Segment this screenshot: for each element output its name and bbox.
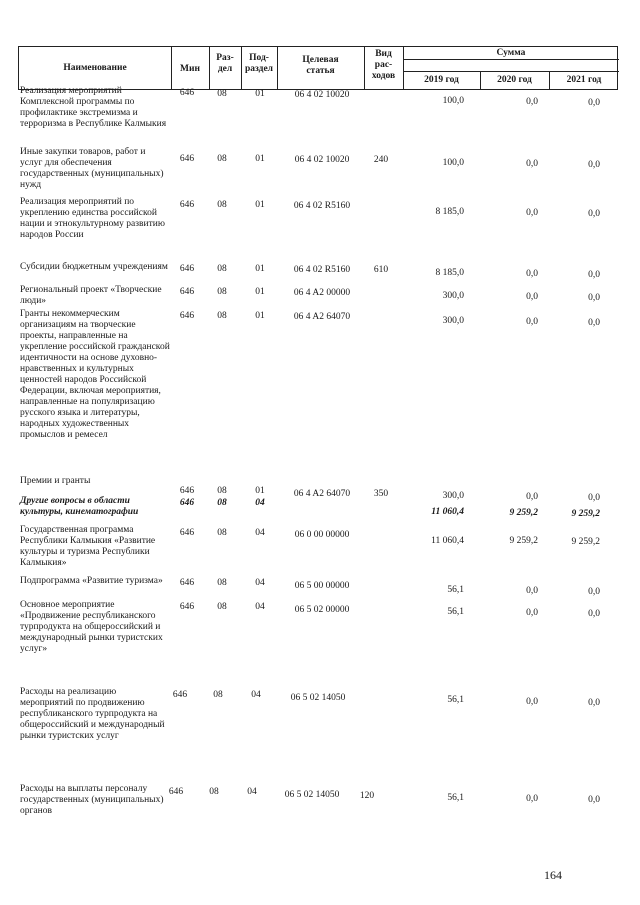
row-razdel: 08 [217, 498, 227, 508]
row-min: 646 [179, 287, 195, 297]
header-2020: 2020 год [497, 75, 532, 85]
row-2020: 0,0 [526, 159, 538, 169]
header-name: Наименование [63, 63, 127, 73]
row-podrazdel: 01 [255, 287, 265, 297]
row-name: Расходы на выплаты персоналу государственных (муниципальных) органов [20, 784, 164, 816]
row-min: 646 [179, 200, 195, 210]
row-celevaya: 06 5 02 14050 [290, 693, 346, 703]
row-min: 646 [179, 311, 195, 321]
row-celevaya: 06 4 02 R5160 [293, 265, 351, 275]
row-2019: 8 185,0 [435, 207, 464, 217]
row-name: Премии и гранты [20, 476, 91, 486]
row-razdel: 08 [217, 89, 227, 99]
row-podrazdel: 04 [255, 578, 265, 588]
row-celevaya: 06 4 A2 64070 [293, 489, 351, 499]
header-summa: Сумма [496, 48, 526, 58]
row-2019: 11 060,4 [431, 536, 464, 546]
row-min: 646 [179, 264, 195, 274]
row-2021: 0,0 [588, 209, 600, 219]
row-razdel: 08 [217, 602, 227, 612]
row-razdel: 08 [217, 311, 227, 321]
row-2019: 300,0 [442, 291, 464, 301]
row-2020: 9 259,2 [509, 508, 538, 518]
row-celevaya: 06 5 02 00000 [294, 605, 350, 615]
row-celevaya: 06 4 A2 64070 [293, 312, 351, 322]
row-2020: 0,0 [526, 794, 538, 804]
row-min: 646 [172, 690, 188, 700]
header-min: Мин [180, 64, 200, 74]
row-vid: 610 [373, 265, 389, 275]
row-razdel: 08 [217, 528, 227, 538]
row-min: 646 [179, 578, 195, 588]
row-2019: 100,0 [442, 96, 464, 106]
row-2019: 100,0 [442, 158, 464, 168]
row-podrazdel: 04 [255, 498, 265, 508]
row-2021: 0,0 [588, 293, 600, 303]
row-name: Реализация мероприятий Комплексной программы по профилактике экстремизма и терроризма в Республике Калмыкия [20, 86, 167, 129]
row-min: 646 [168, 787, 184, 797]
row-2021: 0,0 [588, 698, 600, 708]
row-name: Подпрограмма «Развитие туризма» [20, 576, 163, 586]
row-2020: 0,0 [526, 492, 538, 502]
row-2020: 9 259,2 [509, 536, 538, 546]
row-podrazdel: 01 [255, 311, 265, 321]
row-celevaya: 06 0 00 00000 [294, 530, 350, 540]
row-podrazdel: 04 [251, 690, 261, 700]
row-name: Расходы на реализацию мероприятий по продвижению республиканского турпродукта на общероссийский и международный рынки туристских услуг [20, 687, 165, 741]
row-2019: 56,1 [447, 793, 464, 803]
row-2020: 0,0 [526, 697, 538, 707]
row-podrazdel: 01 [255, 486, 265, 496]
row-min: 646 [179, 602, 195, 612]
row-2021: 0,0 [588, 609, 600, 619]
row-2020: 0,0 [526, 608, 538, 618]
page-number: 164 [544, 868, 562, 882]
row-2019: 300,0 [442, 491, 464, 501]
row-razdel: 08 [217, 200, 227, 210]
row-name: Гранты некоммерческим организациям на творческие проекты, направленные на укрепление российской гражданской идентичности на основе духовно-нравственных и культурных ценностей народов Российской Федерации, включая мероприятия, направленные на популяризацию русского языка и литературы, народных художественных промыслов и ремесел [20, 309, 170, 440]
row-razdel: 08 [217, 578, 227, 588]
row-razdel: 08 [217, 486, 227, 496]
row-min: 646 [179, 528, 195, 538]
row-2019: 300,0 [442, 316, 464, 326]
row-2021: 0,0 [588, 587, 600, 597]
row-name: Государственная программа Республики Калмыкия «Развитие культуры и туризма Республики Калмыкия» [20, 525, 156, 568]
row-razdel: 08 [213, 690, 223, 700]
row-celevaya: 06 4 A2 00000 [293, 288, 351, 298]
row-name: Основное мероприятие «Продвижение республиканского турпродукта на общероссийский и международный рынки туристских услуг» [20, 600, 163, 654]
row-name: Иные закупки товаров, работ и услуг для обеспечения государственных (муниципальных) нужд [20, 147, 164, 190]
row-2020: 0,0 [526, 97, 538, 107]
row-min: 646 [179, 486, 195, 496]
header-2019: 2019 год [424, 75, 459, 85]
row-celevaya: 06 4 02 10020 [294, 155, 350, 165]
header-vid: Вид рас- ходов [371, 49, 396, 81]
row-2020: 0,0 [526, 292, 538, 302]
row-2020: 0,0 [526, 586, 538, 596]
row-podrazdel: 01 [255, 264, 265, 274]
header-podrazdel: Под- раздел [244, 53, 274, 74]
row-name: Реализация мероприятий по укреплению единства российской нации и этнокультурному развитию народов России [20, 197, 165, 240]
row-podrazdel: 01 [255, 154, 265, 164]
row-min: 646 [179, 154, 195, 164]
row-razdel: 08 [209, 787, 219, 797]
row-2019: 11 060,4 [431, 507, 464, 517]
row-vid: 240 [373, 155, 389, 165]
row-2021: 0,0 [588, 318, 600, 328]
row-2021: 0,0 [588, 98, 600, 108]
row-podrazdel: 01 [255, 200, 265, 210]
row-razdel: 08 [217, 154, 227, 164]
header-razdel: Раз- дел [216, 53, 234, 74]
row-2021: 9 259,2 [571, 537, 600, 547]
row-2021: 0,0 [588, 270, 600, 280]
row-2019: 56,1 [447, 607, 464, 617]
row-min: 646 [179, 498, 195, 508]
row-podrazdel: 04 [255, 602, 265, 612]
row-2021: 0,0 [588, 493, 600, 503]
row-2020: 0,0 [526, 317, 538, 327]
row-name: Другие вопросы в области культуры, кинематографии [20, 496, 139, 517]
row-min: 646 [179, 88, 195, 98]
row-vid: 350 [373, 489, 389, 499]
row-podrazdel: 04 [247, 787, 257, 797]
row-2021: 9 259,2 [571, 509, 600, 519]
row-celevaya: 06 5 02 14050 [284, 790, 340, 800]
row-name: Субсидии бюджетным учреждениям [20, 262, 168, 272]
row-2021: 0,0 [588, 160, 600, 170]
row-podrazdel: 01 [255, 89, 265, 99]
row-razdel: 08 [217, 287, 227, 297]
row-2019: 56,1 [447, 695, 464, 705]
header-celevaya: Целевая статья [302, 55, 339, 76]
row-vid: 120 [359, 791, 375, 801]
row-2021: 0,0 [588, 795, 600, 805]
row-celevaya: 06 4 02 R5160 [293, 201, 351, 211]
row-2019: 8 185,0 [435, 268, 464, 278]
header-2021: 2021 год [566, 75, 602, 85]
row-2020: 0,0 [526, 208, 538, 218]
row-2020: 0,0 [526, 269, 538, 279]
row-celevaya: 06 5 00 00000 [294, 581, 350, 591]
row-podrazdel: 04 [255, 528, 265, 538]
row-celevaya: 06 4 02 10020 [294, 90, 350, 100]
row-razdel: 08 [217, 264, 227, 274]
row-name: Региональный проект «Творческие люди» [20, 285, 162, 306]
row-2019: 56,1 [447, 585, 464, 595]
table-header [18, 46, 618, 90]
